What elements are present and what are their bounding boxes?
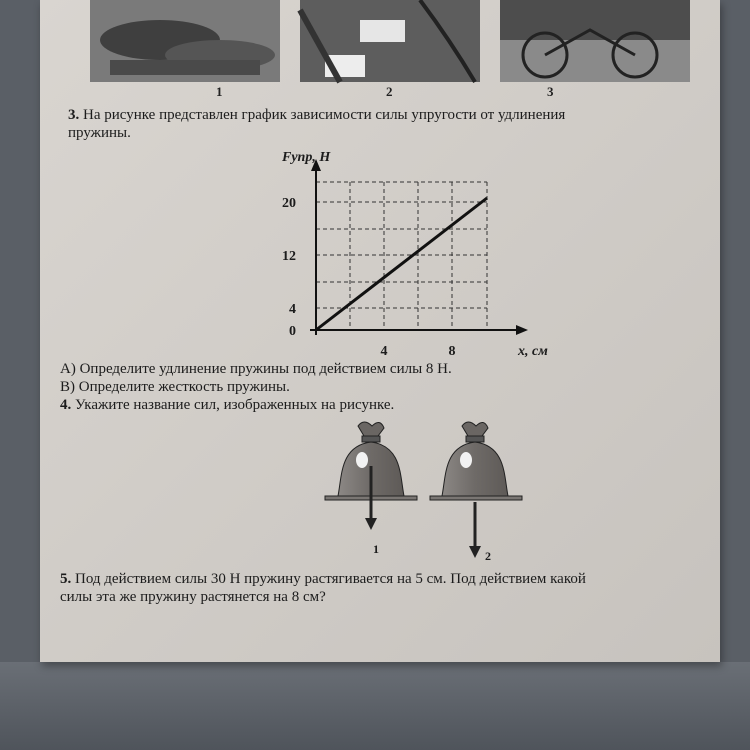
bag-2 bbox=[430, 422, 522, 500]
y-tick-0: 0 bbox=[289, 324, 296, 339]
x-tick-8: 8 bbox=[448, 344, 456, 359]
q5-text-1: Под действием силы 30 Н пружину растягивается на 5 см. Под действием какой bbox=[75, 571, 586, 587]
q3-number: 3. bbox=[68, 107, 80, 123]
worksheet-page bbox=[40, 0, 720, 662]
photo-1 bbox=[90, 0, 280, 82]
q5-number: 5. bbox=[60, 571, 72, 587]
y-tick-20: 20 bbox=[282, 196, 296, 211]
q3-line1 bbox=[68, 106, 565, 124]
x-tick-4: 4 bbox=[380, 344, 388, 359]
series-line bbox=[316, 198, 487, 330]
figure-label-1: 1 bbox=[373, 542, 379, 556]
photo-3 bbox=[500, 0, 690, 82]
spring-force-chart bbox=[230, 145, 548, 370]
q3-part-a: А) Определите удлинение пружины под действием силы 8 Н. bbox=[60, 361, 452, 377]
q3-line2: пружины. bbox=[68, 125, 131, 141]
q5-line2: силы эта же пружину растянется на 8 см? bbox=[60, 589, 326, 605]
q4-line bbox=[60, 396, 394, 414]
x-axis-label: x, см bbox=[518, 344, 548, 359]
y-axis-label: Fупр, Н bbox=[282, 150, 331, 165]
y-tick-4: 4 bbox=[289, 302, 296, 317]
x-axis-arrow bbox=[516, 325, 528, 335]
figure-label-2: 2 bbox=[485, 549, 491, 563]
q4-number: 4. bbox=[60, 397, 72, 413]
y-tick-12: 12 bbox=[282, 249, 296, 264]
q3-text-1: На рисунке представлен график зависимости силы упругости от удлинения bbox=[83, 107, 566, 123]
force-arrow-2 bbox=[469, 502, 481, 558]
bags-figure bbox=[280, 418, 520, 568]
q3-part-b: В) Определите жесткость пружины. bbox=[60, 379, 290, 395]
q5-line1 bbox=[60, 570, 586, 588]
photo-label-1: 1 bbox=[216, 84, 223, 99]
photo-2 bbox=[300, 0, 480, 82]
photo-label-2: 2 bbox=[386, 84, 393, 99]
table-surface bbox=[0, 662, 750, 750]
photo-label-3: 3 bbox=[547, 84, 554, 99]
q4-text: Укажите название сил, изображенных на рисунке. bbox=[75, 397, 395, 413]
grid bbox=[316, 182, 487, 330]
